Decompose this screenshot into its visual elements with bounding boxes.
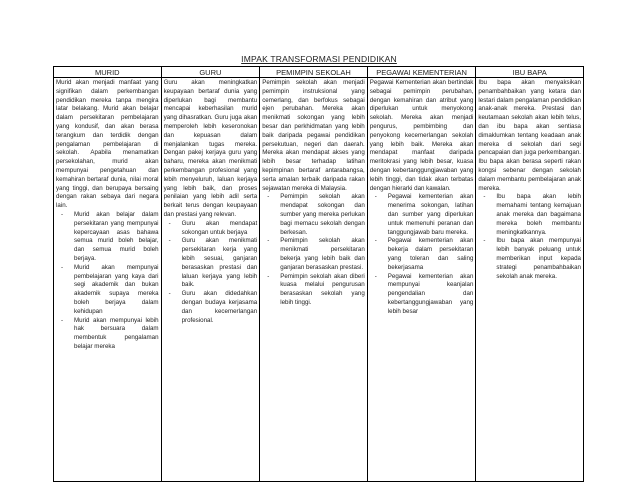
pemimpin-sekolah-list [262, 193, 365, 307]
cell-guru [161, 78, 260, 482]
header-guru: GURU [161, 67, 260, 78]
list-item: - Pemimpin sekolah akan mendapat sokongan dan sumber yang mereka perlukan bagi memacu sekolah dengan berkesan. [262, 193, 365, 237]
header-pegawai-kementerian: PEGAWAI KEMENTERIAN [367, 67, 476, 78]
ibu-bapa-list [478, 193, 581, 281]
pegawai-kementerian-list [370, 193, 474, 316]
header-murid: MURID [54, 67, 162, 78]
pemimpin-sekolah-paragraph: Pemimpin sekolah akan menjadi pemimpin instruksional yang cemerlang, dan berfokus sebagai ejen perubahan. Mereka akan menikmati sokongan yang lebih besar dan perkhidmatan yang lebih baik daripada pegawai pendidikan persekutuan, negeri dan daerah. Mereka akan mendapat akses yang lebih besar terhadap latihan kepimpinan bertaraf antarabangsa, serta amalan terbaik daripada rakan sejawatan mereka di Malaysia. [262, 79, 365, 192]
impact-table [53, 66, 584, 482]
cell-pemimpin-sekolah [260, 78, 368, 482]
list-item: - Murid akan mempunyai pembelajaran yang kaya dari segi akademik dan bukan akademik supaya mereka boleh berjaya dalam kehidupan [56, 264, 159, 317]
guru-paragraph: Guru akan meningkatkan keupayaan bertaraf dunia yang diperlukan bagi membantu mencapai keberhasilan murid yang dihasratkan. Guru juga akan memperoleh lebih keseronokan dan kepuasan dalam menjalankan tugas mereka. Dengan pakej kerjaya guru yang baharu, mereka akan menikmati perkembangan profesional yang lebih menyeluruh, laluan kerjaya yang lebih baik, dan proses penilaian yang lebih adil serta berkait terus dengan keupayaan dan prestasi yang relevan. [163, 79, 258, 218]
list-item: - Pegawai kementerian akan bekerja dalam persekitaran yang toleran dan saling bekerjasama [370, 237, 474, 272]
list-item: - Guru akan mendapat sokongan untuk berjaya [164, 220, 258, 238]
list-item: - Ibu bapa akan lebih memahami tentang kemajuan anak mereka dan bagaimana mereka boleh membantu meningkatkannya. [478, 193, 581, 237]
list-item: - Murid akan mempunyai lebih hak bersuara dalam membentuk pengalaman belajar mereka [56, 317, 159, 352]
ibu-bapa-paragraph: Ibu bapa akan menyaksikan penambahbaikan yang ketara dan lestari dalam pengalaman pendidikan anak-anak mereka. Prestasi dan keutamaan sekolah akan lebih telus, dan ibu bapa akan sentiasa dimaklumkan tentang keadaan anak mereka di sekolah dari segi pencapaian dan juga perkembangan. Ibu bapa akan berasa seperti rakan kongsi sebenar dengan sekolah dalam membantu pembelajaran anak mereka. [478, 79, 581, 192]
guru-list [164, 220, 258, 326]
list-item: - Pemimpin sekolah akan diberi kuasa melalui pengurusan berasaskan sekolah yang lebih tinggi. [262, 273, 365, 308]
list-item: - Guru akan didedahkan dengan budaya kerjasama dan kecemerlangan profesional. [164, 290, 258, 325]
document-title: IMPAK TRANSFORMASI PENDIDIKAN [241, 54, 397, 64]
content-row [54, 78, 584, 482]
header-row [54, 67, 584, 78]
murid-list [56, 211, 159, 352]
murid-paragraph: Murid akan menjadi manfaat yang signifikan dalam perkembangan pendidikan mereka tanpa mengira latar belakang. Murid akan belajar dalam persekitaran pembelajaran yang kondusif, dan akan berasa terangkum dan terdidik dengan pengalaman pembelajaran di sekolah. Apabila menamatkan persekolahan, murid akan mempunyai pengetahuan dan kemahiran bertaraf dunia, nilai moral yang tinggi, dan berupaya bersaing dengan rakan sebaya dari negara lain. [56, 79, 159, 210]
list-item: - Pegawai kementerian akan mempunyai keanjalan pengendalian dan kebertanggungjawaban yang lebih besar [370, 273, 474, 317]
list-item: - Murid akan belajar dalam persekitaran yang mempunyai kepercayaan asas bahawa semua murid boleh belajar, dan semua murid boleh berjaya. [56, 211, 159, 264]
list-item: - Pegawai kementerian akan menerima sokongan, latihan dan sumber yang diperlukan untuk memenuhi peranan dan tanggungjawab baru mereka. [370, 193, 474, 237]
cell-pegawai-kementerian [367, 78, 476, 482]
cell-ibu-bapa [476, 78, 584, 482]
cell-murid [54, 78, 162, 482]
header-ibu-bapa: IBU BAPA [476, 67, 584, 78]
list-item: - Ibu bapa akan mempunyai lebih banyak peluang untuk memberikan input kepada strategi penambahbaikan sekolah anak mereka. [478, 237, 581, 281]
list-item: - Pemimpin sekolah akan menikmati persekitaran bekerja yang lebih baik dan ganjaran berasaskan prestasi. [262, 237, 365, 272]
pegawai-kementerian-paragraph: Pegawai Kementerian akan bertindak sebagai pemimpin perubahan, dengan kemahiran dan atribut yang diperlukan untuk menyokong sekolah. Mereka akan menjadi pengurus, pembimbing dan penyokong kecemerlangan sekolah yang lebih baik. Mereka akan mendapat manfaat daripada meritokrasi yang lebih besar, kuasa dengan kebertanggungjawaban yang lebih tinggi, dan tidak akan terbatas dengan hierarki dan kawalan. [369, 79, 474, 192]
header-pemimpin-sekolah: PEMIMPIN SEKOLAH [260, 67, 368, 78]
list-item: - Guru akan menikmati persekitaran kerja yang lebih sesuai, ganjaran berasaskan prestasi dan laluan kerjaya yang lebih baik. [164, 237, 258, 290]
